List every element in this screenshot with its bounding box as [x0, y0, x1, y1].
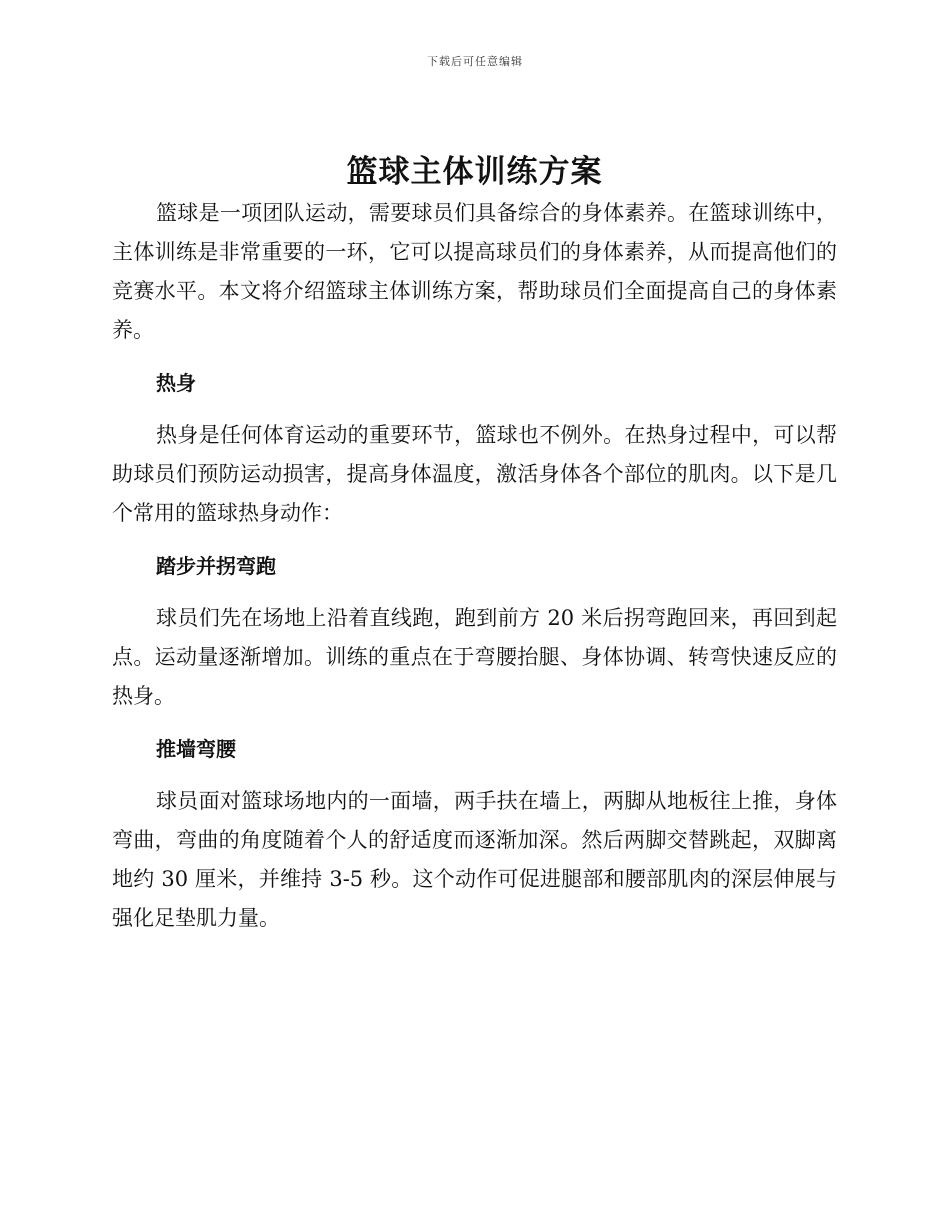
section-heading-step-turn-run: 踏步并拐弯跑	[156, 554, 276, 578]
section-heading-wall-push-bend: 推墙弯腰	[156, 737, 236, 761]
document-title: 篮球主体训练方案	[346, 154, 603, 190]
section-body-wall-push-bend: 球员面对篮球场地内的一面墙，两手扶在墙上，两脚从地板往上推，身体弯曲，弯曲的角度随着个人的舒适度而逐渐加深。然后两脚交替跳起，双脚离地约 30 厘米，并维持 3-5 秒。这个动作可促进腿部和腰部肌肉的深层伸展与强化足垫肌力量。	[112, 789, 837, 930]
intro-paragraph: 篮球是一项团队运动，需要球员们具备综合的身体素养。在篮球训练中，主体训练是非常重要的一环，它可以提高球员们的身体素养，从而提高他们的竞赛水平。本文将介绍篮球主体训练方案，帮助球员们全面提高自己的身体素养。	[112, 201, 837, 342]
document-body	[112, 150, 837, 938]
section-body-warmup: 热身是任何体育运动的重要环节，篮球也不例外。在热身过程中，可以帮助球员们预防运动损害，提高身体温度，激活身体各个部位的肌肉。以下是几个常用的篮球热身动作：	[112, 423, 837, 525]
section-heading-warmup: 热身	[156, 371, 196, 395]
page-header-note: 下载后可任意编辑	[427, 55, 523, 68]
section-body-step-turn-run: 球员们先在场地上沿着直线跑，跑到前方 20 米后拐弯跑回来，再回到起点。运动量逐渐增加。训练的重点在于弯腰抬腿、身体协调、转弯快速反应的热身。	[112, 606, 837, 708]
